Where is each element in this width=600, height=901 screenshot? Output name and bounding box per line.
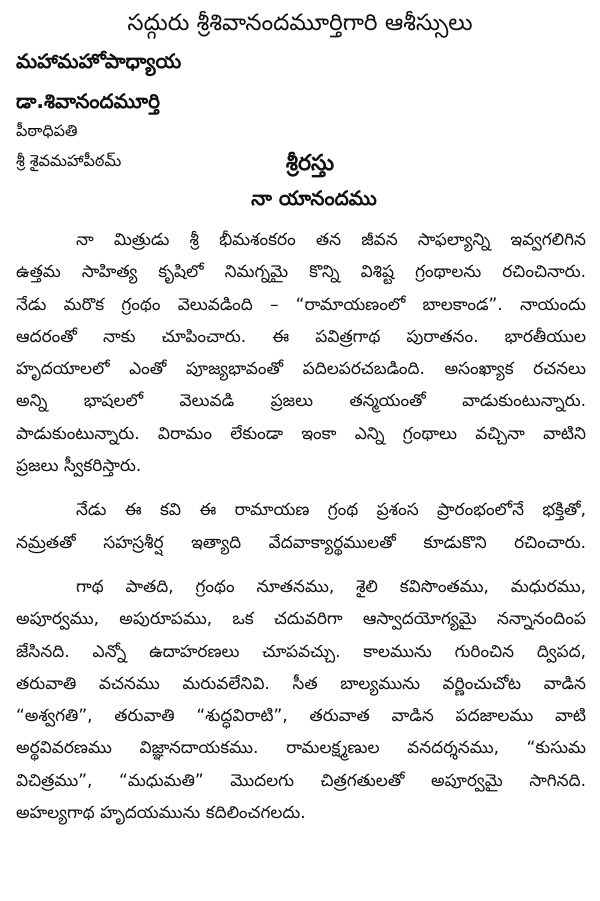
body-text (16, 224, 586, 841)
author-role: పీఠాధిపతి (16, 121, 78, 140)
section-subtitle: నా యానందము (251, 186, 377, 210)
author-honorific: మహామహోపాధ్యాయ (16, 49, 182, 73)
text-line: “అశ్వగతి”, తరువాతి “శుద్ధవిరాటి”, తరువాత వాడిన పదజాలము వాటి (16, 706, 586, 727)
text-line: నేడు మరొక గ్రంథం వెలువడింది – “రామాయణంలో బాలకాండ”. నాయందు (16, 294, 586, 315)
text-line: ప్రజలు స్వీకరిస్తారు. (16, 456, 142, 477)
page-title: సద్గురు శ్రీశివానందమూర్తిగారి ఆశీస్సులు (127, 10, 473, 36)
paragraph (16, 571, 586, 829)
text-line: జేసినది. ఎన్నో ఉదాహరణలు చూపవచ్చు. కాలమును గురించిన ద్విపద, (16, 641, 586, 662)
text-line: నా మిత్రుడు శ్రీ భీమశంకరం తన జీవన సాఫల్యాన్ని ఇవ్వగలిగిన (76, 230, 586, 250)
text-line: విచిత్రము”, “మధుమతి” మొదలగు చిత్రగతులతో అపూర్వమై సాగినది. (16, 770, 586, 791)
text-line: ఉత్తమ సాహిత్య కృషిలో నిమగ్నమై కొన్ని విశిష్ట గ్రంథాలను రచించినారు. (16, 262, 586, 283)
text-line: అర్థవివరణము విజ్ఞానదాయకము. రామలక్ష్మణుల వనదర్శనము, “కుసుమ (16, 738, 586, 759)
paragraph (16, 224, 586, 482)
text-line: అపూర్వము, అపురూపము, ఒక చదువరిగా ఆస్వాదయోగ్యమై నన్నానందింప (16, 609, 586, 630)
invocation-heading: శ్రీరస్తు (285, 151, 335, 176)
text-line: అన్ని భాషలలో వెలువడి ప్రజలు తన్మయంతో వాడుకుంటున్నారు. (16, 391, 586, 412)
paragraph (16, 494, 586, 559)
text-line: అహల్యగాథ హృదయమును కదిలించగలదు. (16, 803, 306, 824)
author-name: డా.శివానందమూర్తి (16, 89, 161, 113)
text-line: హృదయాలలో ఎంతో పూజ్యభావంతో పదిలపరచబడింది. అసంఖ్యాక రచనలు (16, 359, 586, 380)
text-line: నమ్రతతో సహస్రశీర్ష ఇత్యాది వేదవాక్యార్థములతో కూడుకొని రచించారు. (16, 532, 586, 553)
text-line: ఆదరంతో నాకు చూపించారు. ఈ పవిత్రగాథ పురాతనం. భారతీయుల (16, 326, 586, 347)
text-line: గాథ పాతది, గ్రంథం నూతనము, శైలి కవిసొంతము, మధురము, (76, 576, 586, 597)
text-line: నేడు ఈ కవి ఈ రామాయణ గ్రంథ ప్రశంస ప్రారంభంలోనే భక్తితో, (76, 500, 586, 521)
author-organization: శ్రీ శైవమహాపీఠమ్ (16, 151, 122, 170)
text-line: తరువాతి వచనము మరువలేనివి. సీత బాల్యమును వర్ణించుచోట వాడిన (16, 673, 586, 694)
text-line: పాడుకుంటున్నారు. విరామం లేకుండా ఇంకా ఎన్ని గ్రంథాలు వచ్చినా వాటిని (16, 423, 586, 444)
